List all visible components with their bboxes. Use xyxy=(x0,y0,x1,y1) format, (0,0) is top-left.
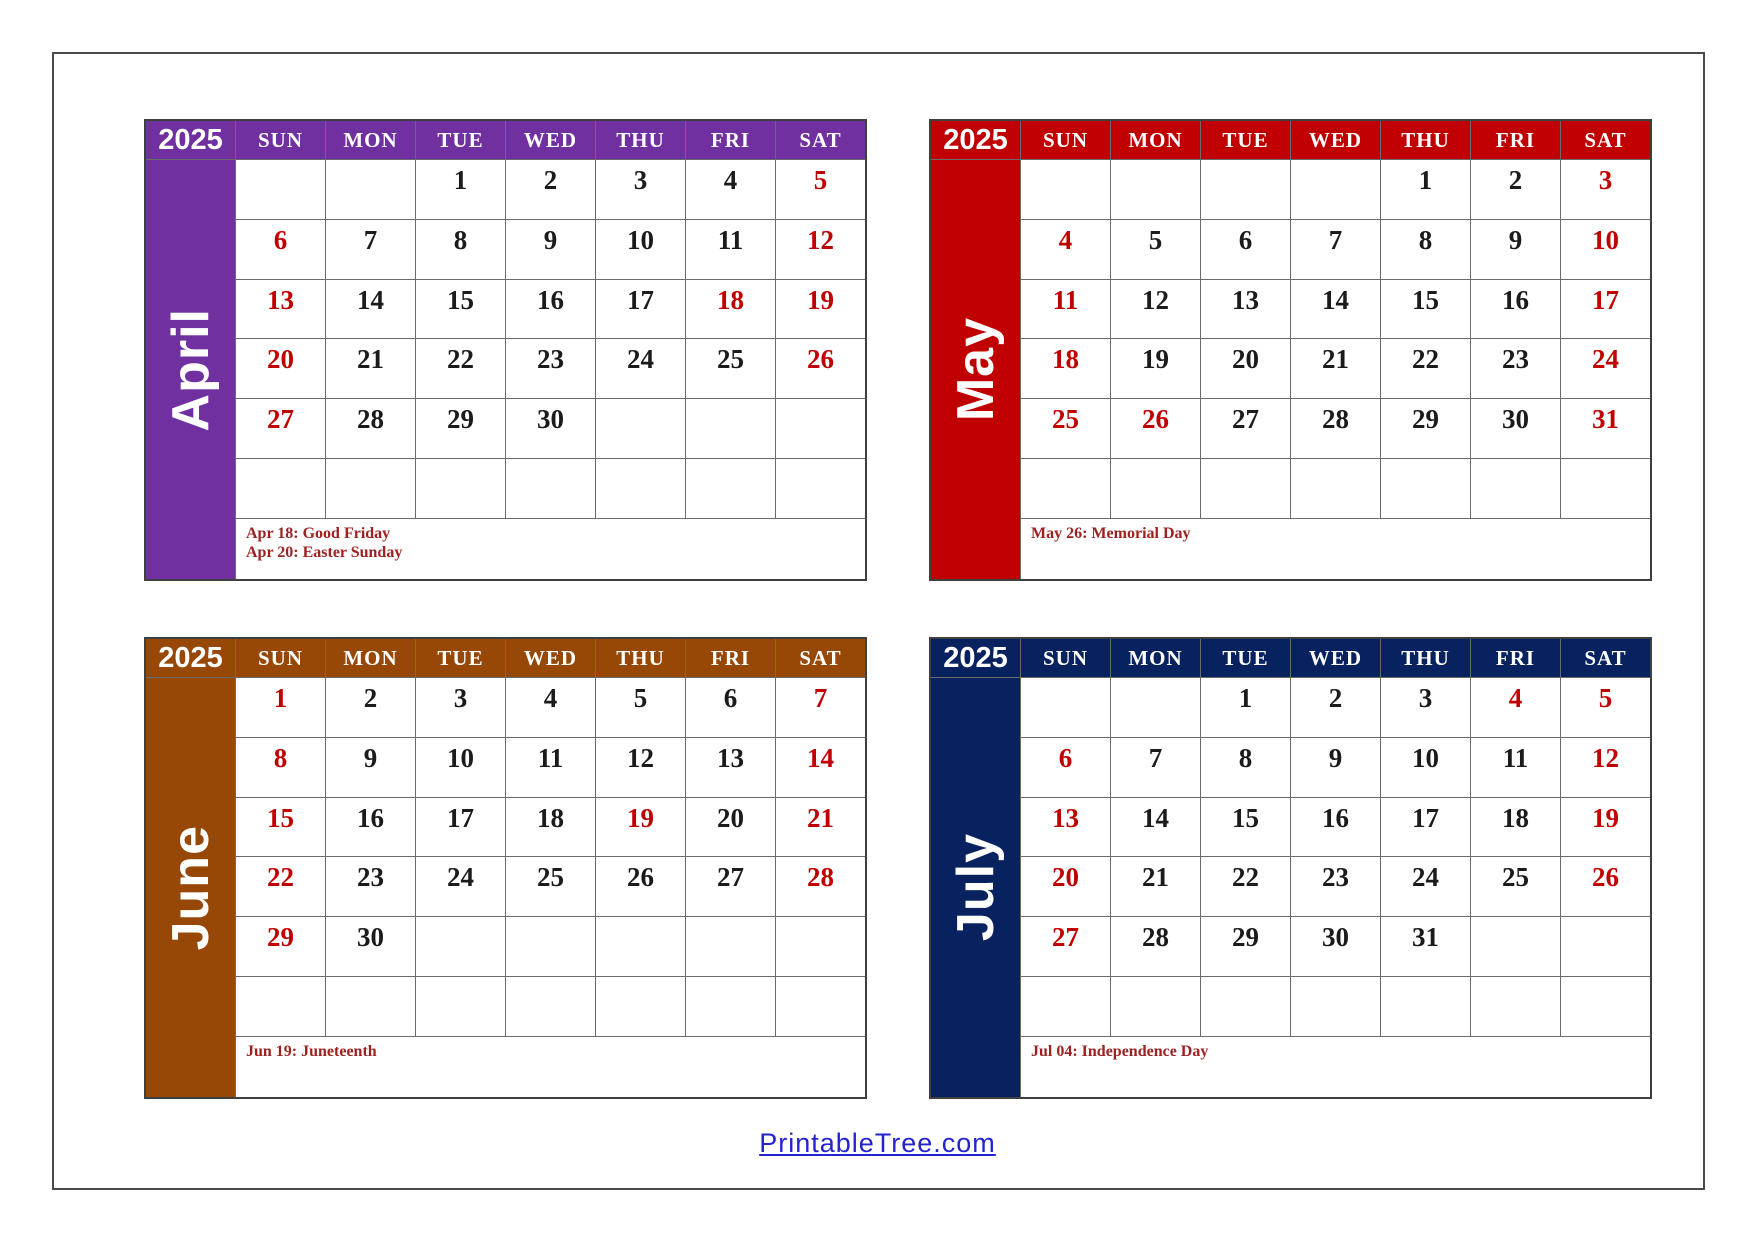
date-cell: 3 xyxy=(416,678,505,737)
weekday-header-wed: WED xyxy=(506,639,595,677)
date-cell: 7 xyxy=(776,678,865,737)
date-cell: 6 xyxy=(1201,220,1290,279)
date-cell: 18 xyxy=(1471,798,1560,857)
holiday-notes xyxy=(236,1037,865,1097)
date-cell: 23 xyxy=(506,339,595,398)
holiday-note: May 26: Memorial Day xyxy=(1031,524,1191,542)
date-cell: 19 xyxy=(596,798,685,857)
date-cell: 25 xyxy=(1471,857,1560,916)
date-cell: 29 xyxy=(416,399,505,458)
date-cell: 12 xyxy=(1561,738,1650,797)
year-label: 2025 xyxy=(931,121,1020,159)
date-cell: 10 xyxy=(1561,220,1650,279)
date-cell: 3 xyxy=(1561,160,1650,219)
date-cell: 11 xyxy=(1471,738,1560,797)
empty-date-cell xyxy=(1021,160,1110,219)
date-cell: 11 xyxy=(506,738,595,797)
empty-date-cell xyxy=(1471,917,1560,976)
weekday-header-sat: SAT xyxy=(1561,121,1650,159)
empty-date-cell xyxy=(1111,459,1200,518)
date-cell: 24 xyxy=(1561,339,1650,398)
empty-date-cell xyxy=(776,977,865,1036)
date-cell: 1 xyxy=(416,160,505,219)
empty-date-cell xyxy=(776,459,865,518)
holiday-notes xyxy=(1021,1037,1650,1097)
month-name-label: June xyxy=(161,824,220,951)
weekday-header-tue: TUE xyxy=(416,121,505,159)
year-label: 2025 xyxy=(931,639,1020,677)
date-cell: 30 xyxy=(506,399,595,458)
date-cell: 18 xyxy=(1021,339,1110,398)
holiday-notes xyxy=(1021,519,1650,579)
date-cell: 21 xyxy=(776,798,865,857)
date-cell: 16 xyxy=(506,280,595,339)
date-cell: 8 xyxy=(416,220,505,279)
empty-date-cell xyxy=(506,917,595,976)
holiday-note: Apr 18: Good Friday xyxy=(246,524,391,542)
weekday-header-tue: TUE xyxy=(1201,639,1290,677)
month-name-label: July xyxy=(946,833,1005,942)
empty-date-cell xyxy=(1201,459,1290,518)
date-cell: 2 xyxy=(1471,160,1560,219)
empty-date-cell xyxy=(1111,678,1200,737)
holiday-note: Jun 19: Juneteenth xyxy=(246,1042,377,1060)
date-cell: 23 xyxy=(326,857,415,916)
holiday-note: Apr 20: Easter Sunday xyxy=(246,544,403,562)
date-cell: 7 xyxy=(1291,220,1380,279)
date-cell: 15 xyxy=(416,280,505,339)
footer xyxy=(0,1128,1755,1159)
empty-date-cell xyxy=(596,459,685,518)
date-cell: 24 xyxy=(596,339,685,398)
date-cell: 12 xyxy=(776,220,865,279)
date-cell: 21 xyxy=(326,339,415,398)
date-cell: 6 xyxy=(1021,738,1110,797)
date-cell: 23 xyxy=(1291,857,1380,916)
date-cell: 29 xyxy=(1381,399,1470,458)
date-cell: 20 xyxy=(236,339,325,398)
date-cell: 16 xyxy=(1291,798,1380,857)
calendar-july xyxy=(929,637,1652,1099)
weekday-header-sun: SUN xyxy=(1021,121,1110,159)
date-cell: 29 xyxy=(236,917,325,976)
date-cell: 17 xyxy=(1381,798,1470,857)
weekday-header-sun: SUN xyxy=(1021,639,1110,677)
weekday-header-fri: FRI xyxy=(1471,639,1560,677)
empty-date-cell xyxy=(1561,459,1650,518)
empty-date-cell xyxy=(236,977,325,1036)
date-cell: 21 xyxy=(1111,857,1200,916)
date-cell: 20 xyxy=(1021,857,1110,916)
date-cell: 1 xyxy=(1381,160,1470,219)
weekday-header-wed: WED xyxy=(1291,121,1380,159)
weekday-header-thu: THU xyxy=(1381,639,1470,677)
date-cell: 23 xyxy=(1471,339,1560,398)
date-cell: 29 xyxy=(1201,917,1290,976)
empty-date-cell xyxy=(236,160,325,219)
date-cell: 3 xyxy=(596,160,685,219)
date-cell: 11 xyxy=(686,220,775,279)
date-cell: 12 xyxy=(596,738,685,797)
date-cell: 9 xyxy=(326,738,415,797)
empty-date-cell xyxy=(1021,977,1110,1036)
month-sidebar xyxy=(931,678,1020,1097)
date-cell: 2 xyxy=(506,160,595,219)
date-cell: 17 xyxy=(1561,280,1650,339)
date-cell: 11 xyxy=(1021,280,1110,339)
weekday-header-thu: THU xyxy=(596,121,685,159)
weekday-header-mon: MON xyxy=(1111,121,1200,159)
weekday-header-mon: MON xyxy=(1111,639,1200,677)
date-cell: 15 xyxy=(1201,798,1290,857)
date-cell: 25 xyxy=(686,339,775,398)
empty-date-cell xyxy=(416,459,505,518)
date-cell: 13 xyxy=(236,280,325,339)
weekday-header-sun: SUN xyxy=(236,639,325,677)
empty-date-cell xyxy=(1561,977,1650,1036)
date-cell: 14 xyxy=(776,738,865,797)
date-cell: 14 xyxy=(1111,798,1200,857)
empty-date-cell xyxy=(1291,977,1380,1036)
date-cell: 30 xyxy=(326,917,415,976)
date-cell: 27 xyxy=(686,857,775,916)
date-cell: 17 xyxy=(596,280,685,339)
empty-date-cell xyxy=(506,977,595,1036)
holiday-note: Jul 04: Independence Day xyxy=(1031,1042,1209,1060)
date-cell: 4 xyxy=(506,678,595,737)
weekday-header-sat: SAT xyxy=(1561,639,1650,677)
weekday-header-thu: THU xyxy=(1381,121,1470,159)
empty-date-cell xyxy=(236,459,325,518)
date-cell: 5 xyxy=(1561,678,1650,737)
date-cell: 16 xyxy=(326,798,415,857)
date-cell: 27 xyxy=(1021,917,1110,976)
date-cell: 5 xyxy=(1111,220,1200,279)
date-cell: 26 xyxy=(1111,399,1200,458)
date-cell: 19 xyxy=(1561,798,1650,857)
date-cell: 16 xyxy=(1471,280,1560,339)
date-cell: 15 xyxy=(1381,280,1470,339)
date-cell: 27 xyxy=(1201,399,1290,458)
empty-date-cell xyxy=(1201,977,1290,1036)
empty-date-cell xyxy=(1021,678,1110,737)
date-cell: 15 xyxy=(236,798,325,857)
month-name-label: April xyxy=(161,307,220,432)
date-cell: 24 xyxy=(416,857,505,916)
empty-date-cell xyxy=(1291,160,1380,219)
empty-date-cell xyxy=(776,917,865,976)
weekday-header-thu: THU xyxy=(596,639,685,677)
date-cell: 13 xyxy=(1201,280,1290,339)
date-cell: 14 xyxy=(1291,280,1380,339)
date-cell: 22 xyxy=(236,857,325,916)
empty-date-cell xyxy=(686,399,775,458)
empty-date-cell xyxy=(596,399,685,458)
empty-date-cell xyxy=(776,399,865,458)
date-cell: 25 xyxy=(506,857,595,916)
date-cell: 13 xyxy=(686,738,775,797)
empty-date-cell xyxy=(686,917,775,976)
date-cell: 4 xyxy=(686,160,775,219)
empty-date-cell xyxy=(596,917,685,976)
date-cell: 24 xyxy=(1381,857,1470,916)
date-cell: 2 xyxy=(1291,678,1380,737)
empty-date-cell xyxy=(326,459,415,518)
holiday-notes xyxy=(236,519,865,579)
date-cell: 19 xyxy=(776,280,865,339)
weekday-header-wed: WED xyxy=(506,121,595,159)
date-cell: 10 xyxy=(416,738,505,797)
date-cell: 9 xyxy=(1291,738,1380,797)
empty-date-cell xyxy=(506,459,595,518)
weekday-header-fri: FRI xyxy=(686,639,775,677)
empty-date-cell xyxy=(1561,917,1650,976)
date-cell: 10 xyxy=(1381,738,1470,797)
empty-date-cell xyxy=(1381,977,1470,1036)
weekday-header-tue: TUE xyxy=(1201,121,1290,159)
weekday-header-mon: MON xyxy=(326,639,415,677)
date-cell: 7 xyxy=(326,220,415,279)
date-cell: 13 xyxy=(1021,798,1110,857)
date-cell: 18 xyxy=(506,798,595,857)
date-cell: 26 xyxy=(1561,857,1650,916)
month-sidebar xyxy=(146,160,235,579)
date-cell: 8 xyxy=(1381,220,1470,279)
date-cell: 4 xyxy=(1471,678,1560,737)
date-cell: 19 xyxy=(1111,339,1200,398)
weekday-header-fri: FRI xyxy=(686,121,775,159)
weekday-header-fri: FRI xyxy=(1471,121,1560,159)
weekday-header-sat: SAT xyxy=(776,121,865,159)
printabletree-link[interactable]: PrintableTree.com xyxy=(759,1128,996,1158)
calendar-may xyxy=(929,119,1652,581)
date-cell: 6 xyxy=(686,678,775,737)
empty-date-cell xyxy=(326,977,415,1036)
month-sidebar xyxy=(146,678,235,1097)
date-cell: 20 xyxy=(686,798,775,857)
date-cell: 25 xyxy=(1021,399,1110,458)
date-cell: 28 xyxy=(1291,399,1380,458)
date-cell: 1 xyxy=(236,678,325,737)
date-cell: 31 xyxy=(1381,917,1470,976)
empty-date-cell xyxy=(1021,459,1110,518)
weekday-header-wed: WED xyxy=(1291,639,1380,677)
empty-date-cell xyxy=(1471,977,1560,1036)
date-cell: 1 xyxy=(1201,678,1290,737)
empty-date-cell xyxy=(686,977,775,1036)
date-cell: 26 xyxy=(596,857,685,916)
weekday-header-tue: TUE xyxy=(416,639,505,677)
date-cell: 22 xyxy=(1381,339,1470,398)
empty-date-cell xyxy=(416,977,505,1036)
year-label: 2025 xyxy=(146,121,235,159)
date-cell: 12 xyxy=(1111,280,1200,339)
date-cell: 20 xyxy=(1201,339,1290,398)
empty-date-cell xyxy=(1111,977,1200,1036)
empty-date-cell xyxy=(686,459,775,518)
date-cell: 8 xyxy=(236,738,325,797)
month-name-label: May xyxy=(946,317,1005,422)
date-cell: 2 xyxy=(326,678,415,737)
year-label: 2025 xyxy=(146,639,235,677)
calendar-april xyxy=(144,119,867,581)
date-cell: 22 xyxy=(416,339,505,398)
date-cell: 26 xyxy=(776,339,865,398)
empty-date-cell xyxy=(1291,459,1380,518)
date-cell: 14 xyxy=(326,280,415,339)
empty-date-cell xyxy=(1471,459,1560,518)
date-cell: 28 xyxy=(776,857,865,916)
date-cell: 4 xyxy=(1021,220,1110,279)
empty-date-cell xyxy=(1111,160,1200,219)
date-cell: 10 xyxy=(596,220,685,279)
date-cell: 5 xyxy=(596,678,685,737)
empty-date-cell xyxy=(1381,459,1470,518)
empty-date-cell xyxy=(416,917,505,976)
date-cell: 31 xyxy=(1561,399,1650,458)
date-cell: 9 xyxy=(1471,220,1560,279)
date-cell: 21 xyxy=(1291,339,1380,398)
date-cell: 3 xyxy=(1381,678,1470,737)
date-cell: 27 xyxy=(236,399,325,458)
weekday-header-sat: SAT xyxy=(776,639,865,677)
empty-date-cell xyxy=(326,160,415,219)
date-cell: 28 xyxy=(1111,917,1200,976)
date-cell: 8 xyxy=(1201,738,1290,797)
date-cell: 17 xyxy=(416,798,505,857)
empty-date-cell xyxy=(596,977,685,1036)
date-cell: 30 xyxy=(1471,399,1560,458)
date-cell: 6 xyxy=(236,220,325,279)
calendar-june xyxy=(144,637,867,1099)
date-cell: 30 xyxy=(1291,917,1380,976)
empty-date-cell xyxy=(1201,160,1290,219)
date-cell: 9 xyxy=(506,220,595,279)
date-cell: 22 xyxy=(1201,857,1290,916)
weekday-header-mon: MON xyxy=(326,121,415,159)
date-cell: 7 xyxy=(1111,738,1200,797)
date-cell: 5 xyxy=(776,160,865,219)
weekday-header-sun: SUN xyxy=(236,121,325,159)
month-sidebar xyxy=(931,160,1020,579)
date-cell: 28 xyxy=(326,399,415,458)
date-cell: 18 xyxy=(686,280,775,339)
